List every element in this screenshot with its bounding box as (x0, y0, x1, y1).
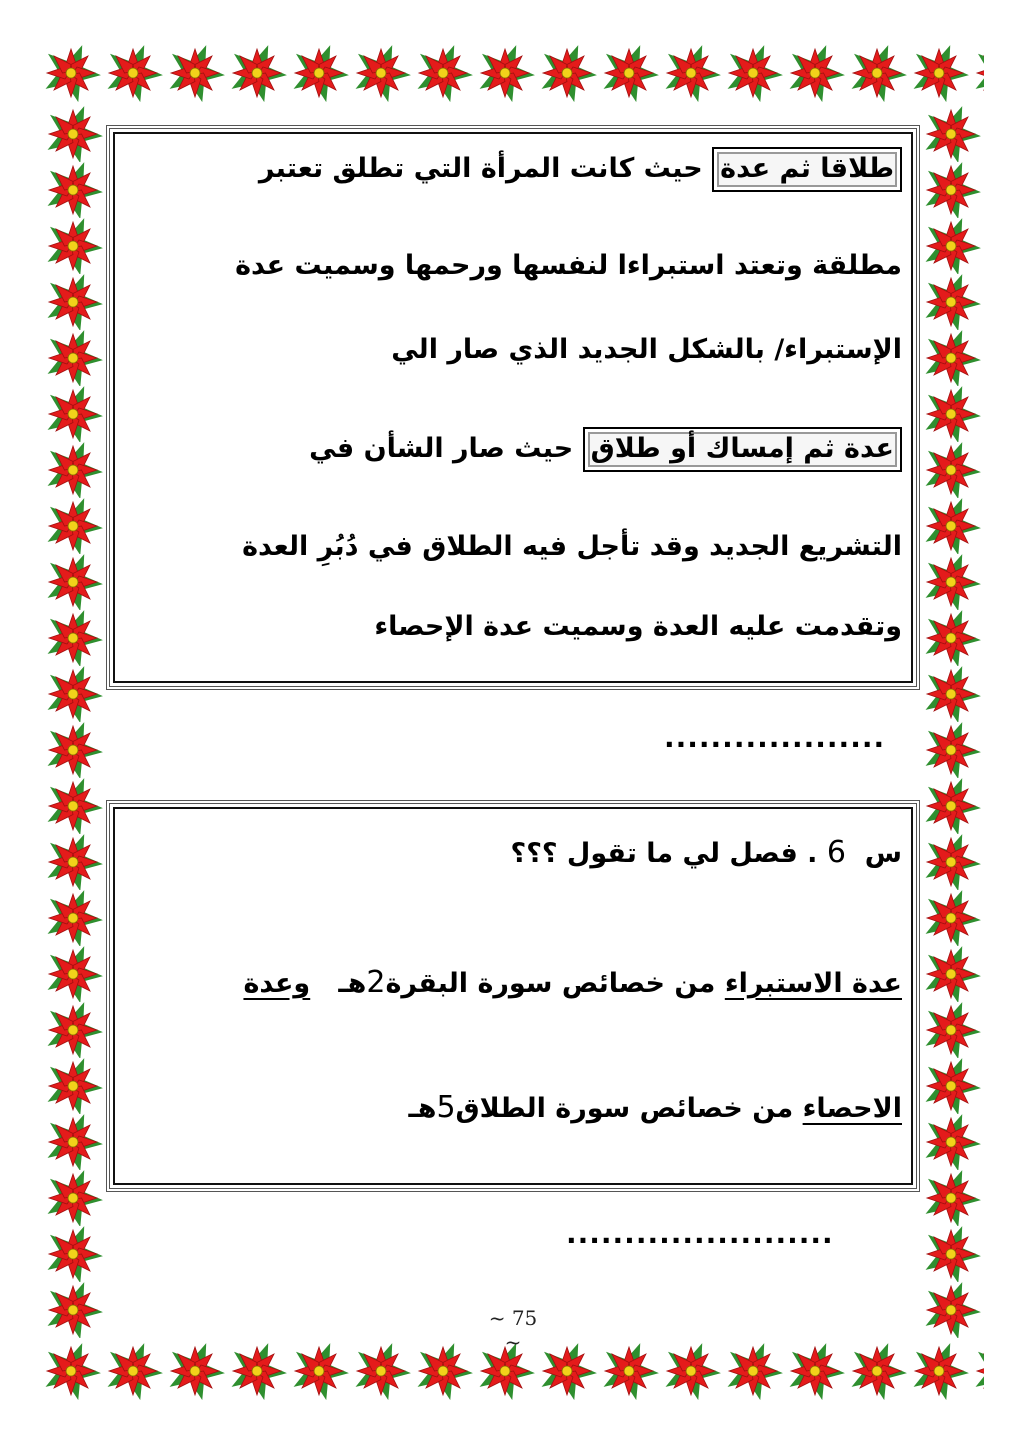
answer-term-waidda: وعدة (243, 968, 311, 999)
question-text: . فصل لي ما تقول ؟؟؟ (510, 838, 818, 869)
box1-line-4-text: حيث صار الشأن في (309, 433, 574, 464)
answer-line-2-text: من خصائص سورة الطلاق (455, 1093, 794, 1124)
box1-line-4 (309, 427, 902, 472)
dotted-separator-1: ................... (664, 721, 886, 754)
page-number: ~ 75 ~ (488, 1306, 538, 1354)
box1-line-5: التشريع الجديد وقد تأجل فيه الطلاق في دُبُرِ العدة (242, 531, 902, 562)
answer-line-1-suffix: هـ (338, 968, 367, 999)
box1-line-2: مطلقة وتعتد استبراءا لنفسها ورحمها وسميت عدة (235, 250, 902, 281)
floral-border-left (40, 106, 106, 1338)
answer-line-1 (243, 965, 902, 1000)
box1-line-1 (259, 147, 902, 192)
answer-line-2 (408, 1090, 902, 1125)
question-prefix: س (864, 838, 902, 869)
answer-line-1-number: 2 (366, 965, 386, 1000)
question-number: 6 (826, 835, 846, 870)
answer-term-istibra: عدة الاستبراء (724, 968, 902, 999)
framed-term-1: طلاقا ثم عدة (712, 147, 902, 192)
floral-border-right (918, 106, 984, 1338)
framed-term-2: عدة ثم إمساك أو طلاق (583, 427, 902, 472)
box1-line-3: الإستبراء/ بالشكل الجديد الذي صار الي (391, 334, 902, 365)
box1-line-6: وتقدمت عليه العدة وسميت عدة الإحصاء (374, 611, 902, 642)
floral-border-top (40, 40, 984, 106)
answer-line-2-suffix: هـ (408, 1093, 437, 1124)
question-line (510, 835, 902, 870)
box1-line-1-text: حيث كانت المرأة التي تطلق تعتبر (258, 153, 703, 184)
dotted-separator-2: ....................... (566, 1217, 834, 1250)
answer-term-ihsaa: الاحصاء (802, 1093, 902, 1124)
answer-line-1-text: من خصائص سورة البقرة (385, 968, 716, 999)
answer-line-2-number: 5 (436, 1090, 456, 1125)
text-box-1 (106, 125, 920, 690)
